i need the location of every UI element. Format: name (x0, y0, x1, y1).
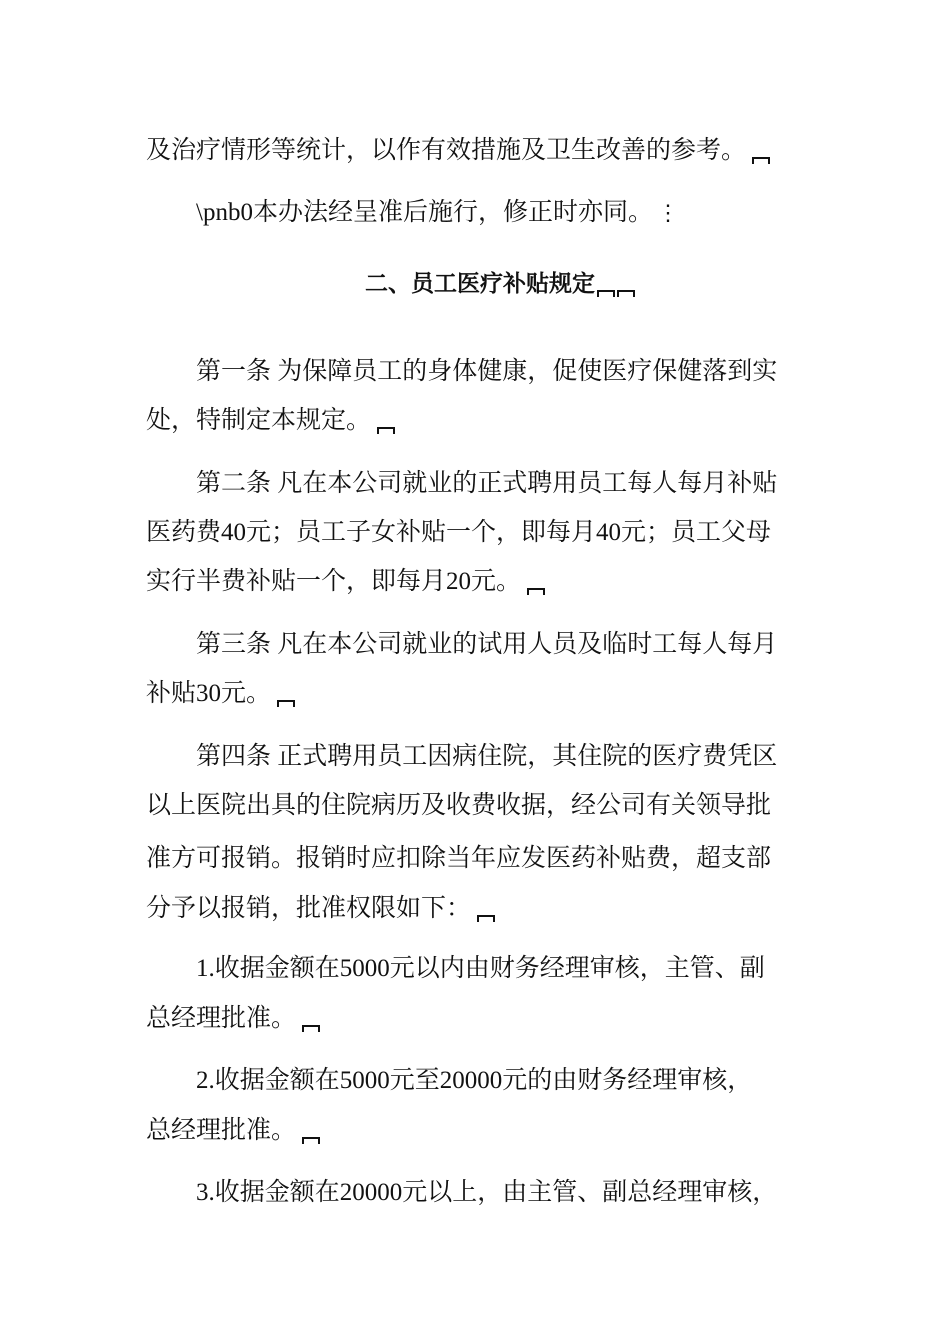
line-text: \pnb0本办法经呈准后施行，修正时亦同。 (196, 199, 653, 226)
paragraph-line (196, 469, 777, 499)
paragraph-line (196, 1066, 752, 1096)
paragraph-line (146, 1116, 320, 1146)
paragraph-line (146, 406, 395, 436)
line-text: 第一条 为保障员工的身体健康，促使医疗保健落到实 (196, 358, 778, 385)
line-text: 处，特制定本规定。 (146, 407, 372, 434)
line-text: 总经理批准。 (146, 1117, 297, 1144)
paragraph-mark-icon (377, 427, 395, 434)
paragraph-line (196, 1178, 777, 1208)
line-text: 总经理批准。 (146, 1005, 297, 1032)
line-text: 第三条 凡在本公司就业的试用人员及临时工每人每月 (196, 631, 778, 658)
paragraph-line (146, 679, 295, 709)
line-text: 2.收据金额在5000元至20000元的由财务经理审核， (196, 1067, 753, 1094)
line-text: 以上医院出具的住院病历及收费收据，经公司有关领导批 (146, 792, 772, 819)
section-heading (0, 269, 950, 299)
paragraph-mark-icon (277, 700, 295, 707)
paragraph-line (196, 954, 765, 984)
line-text: 补贴30元。 (146, 680, 272, 707)
paragraph-mark-icon (752, 157, 770, 164)
line-text: 1.收据金额在5000元以内由财务经理审核，主管、副 (196, 955, 765, 982)
column-mark-icon: ⋮ (656, 200, 679, 225)
paragraph-line (146, 518, 771, 548)
line-text: 第二条 凡在本公司就业的正式聘用员工每人每月补贴 (196, 470, 778, 497)
paragraph-mark-icon (617, 290, 635, 297)
line-text: 实行半费补贴一个，即每月20元。 (146, 568, 522, 595)
paragraph-mark-icon (597, 290, 615, 297)
heading-text: 二、员工医疗补贴规定 (365, 271, 595, 297)
paragraph-line (146, 894, 495, 924)
line-text: 及治疗情形等统计，以作有效措施及卫生改善的参考。 (146, 137, 747, 164)
line-text: 准方可报销。报销时应扣除当年应发医药补贴费，超支部 (146, 845, 772, 872)
paragraph-line (196, 630, 777, 660)
paragraph-mark-icon (477, 915, 495, 922)
line-text: 分予以报销，批准权限如下： (146, 895, 472, 922)
paragraph-line (146, 567, 545, 597)
paragraph-mark-icon (527, 588, 545, 595)
line-text: 医药费40元；员工子女补贴一个，即每月40元；员工父母 (146, 519, 772, 546)
paragraph-mark-icon (302, 1025, 320, 1032)
paragraph-line (146, 791, 771, 821)
paragraph-line (146, 844, 771, 874)
line-text: 第四条 正式聘用员工因病住院，其住院的医疗费凭区 (196, 743, 778, 770)
paragraph-line (196, 357, 777, 387)
paragraph-line (146, 136, 770, 166)
paragraph-line (196, 742, 777, 772)
line-text: 3.收据金额在20000元以上，由主管、副总经理审核， (196, 1179, 778, 1206)
paragraph-mark-icon (302, 1137, 320, 1144)
paragraph-line (146, 1004, 320, 1034)
paragraph-line (196, 198, 679, 228)
